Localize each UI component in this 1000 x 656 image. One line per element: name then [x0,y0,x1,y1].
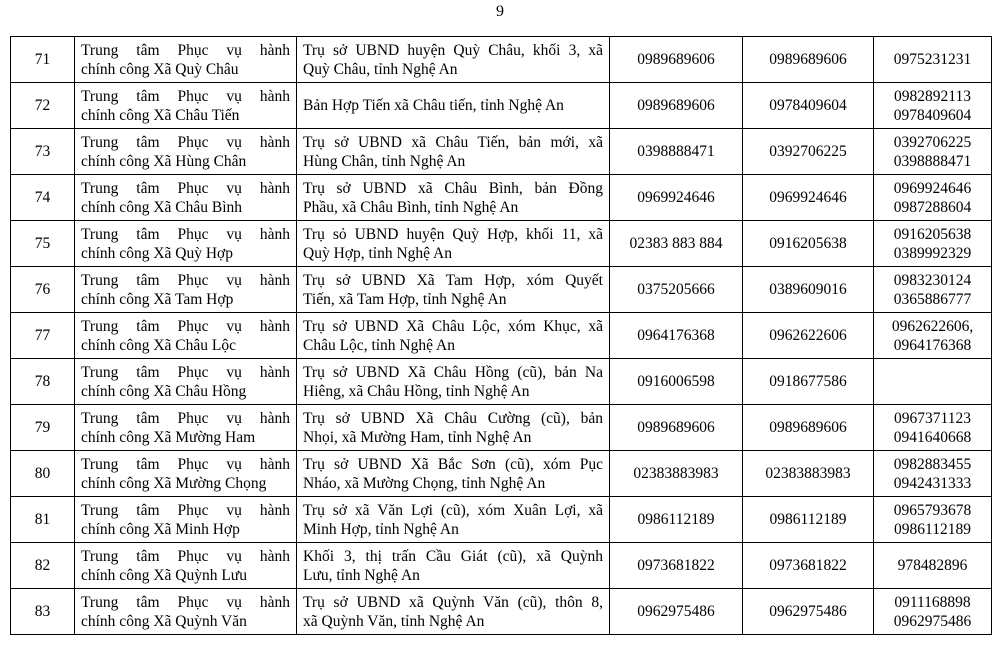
cell-phone-2 [743,451,874,497]
cell-address [297,497,610,543]
cell-phone-3-line: 0962975486 [893,612,972,630]
cell-phone-2 [743,83,874,129]
cell-center-name-line: Trung tâm Phục vụ hành [81,547,290,565]
cell-address-line: Trụ sở UBND xã Châu Bình, bản Đồng [303,179,603,197]
cell-phone-2-line: 02383883983 [765,465,851,482]
cell-address-line: Minh Hợp, tỉnh Nghệ An [303,520,459,538]
table-body [11,37,992,635]
cell-address [297,543,610,589]
cell-phone-3 [874,83,992,129]
cell-address-line: Phầu, xã Châu Bình, tỉnh Nghệ An [303,198,519,216]
cell-number: 77 [11,313,75,359]
cell-address-line: Tiến, xã Tam Hợp, tỉnh Nghệ An [303,290,507,308]
cell-address-line: Quỳ Hợp, tỉnh Nghệ An [303,244,452,262]
cell-center-name-line: chính công Xã Minh Hợp [81,520,240,538]
cell-number: 74 [11,175,75,221]
cell-phone-2-line: 0392706225 [769,143,847,160]
cell-center-name-line: chính công Xã Quỳnh Lưu [81,566,247,584]
cell-center-name-line: Trung tâm Phục vụ hành [81,363,290,381]
cell-phone-1 [610,497,743,543]
cell-address-line: Trụ sở UBND xã Quỳnh Văn (cũ), thôn 8, [303,593,603,611]
cell-phone-2-line: 0969924646 [769,189,847,206]
cell-center-name [75,129,297,175]
cell-phone-2 [743,175,874,221]
cell-phone-3-line: 978482896 [897,557,968,574]
cell-center-name-line: Trung tâm Phục vụ hành [81,179,290,197]
cell-address [297,129,610,175]
cell-address-line: Hiêng, xã Châu Hồng, tỉnh Nghệ An [303,382,530,400]
table-row [11,405,992,451]
cell-phone-2-line: 0962975486 [769,603,847,620]
cell-phone-1-line: 0398888471 [637,143,715,160]
cell-address [297,37,610,83]
cell-address-line: Quỳ Châu, tỉnh Nghệ An [303,60,458,78]
cell-address-line: Trụ sở UBND Xã Tam Hợp, xóm Quyết [303,271,603,289]
cell-phone-2 [743,405,874,451]
cell-center-name-line: Trung tâm Phục vụ hành [81,41,290,59]
cell-phone-3-line: 0389992329 [893,244,972,262]
cell-phone-1-line: 0989689606 [637,97,715,114]
cell-phone-3 [874,175,992,221]
cell-phone-2-line: 0389609016 [769,281,847,298]
cell-number: 82 [11,543,75,589]
cell-center-name [75,543,297,589]
cell-phone-1 [610,221,743,267]
cell-phone-2 [743,221,874,267]
cell-phone-2-line: 0973681822 [769,557,847,574]
cell-center-name-line: chính công Xã Quỳnh Văn [81,612,247,630]
cell-phone-2-line: 0989689606 [769,419,847,436]
cell-phone-2 [743,37,874,83]
cell-address [297,359,610,405]
cell-phone-3 [874,451,992,497]
cell-center-name [75,405,297,451]
cell-phone-3-line: 0978409604 [893,106,972,124]
table-row [11,129,992,175]
cell-address [297,451,610,497]
cell-phone-1 [610,543,743,589]
table-row [11,267,992,313]
page-number: 9 [496,3,504,20]
cell-phone-3-line: 0967371123 [894,409,971,427]
table-row [11,313,992,359]
cell-address-line: Nhọi, xã Mường Ham, tỉnh Nghệ An [303,428,532,446]
cell-phone-1 [610,359,743,405]
cell-address-line: Bản Hợp Tiến xã Châu tiến, tỉnh Nghệ An [303,97,564,114]
cell-address [297,313,610,359]
table-row [11,451,992,497]
cell-phone-1 [610,405,743,451]
table-row [11,83,992,129]
cell-phone-3 [874,129,992,175]
cell-phone-2-line: 0918677586 [769,373,847,390]
cell-phone-2 [743,543,874,589]
cell-phone-2-line: 0916205638 [769,235,847,252]
cell-phone-1 [610,313,743,359]
cell-phone-2 [743,313,874,359]
cell-phone-3-line: 0942431333 [893,474,972,492]
cell-phone-1 [610,175,743,221]
table-row [11,221,992,267]
cell-number: 72 [11,83,75,129]
cell-address-line: Trụ sở UBND Xã Châu Lộc, xóm Khục, xã [303,317,603,335]
cell-center-name [75,313,297,359]
cell-phone-3-line: 0911168898 [894,593,971,611]
cell-number: 71 [11,37,75,83]
cell-number: 83 [11,589,75,635]
cell-center-name-line: Trung tâm Phục vụ hành [81,593,290,611]
cell-phone-3 [874,497,992,543]
cell-phone-3-line: 0965793678 [893,501,972,519]
cell-center-name-line: Trung tâm Phục vụ hành [81,87,290,105]
cell-center-name [75,175,297,221]
cell-phone-3-line: 0975231231 [893,51,972,68]
cell-phone-1-line: 02383 883 884 [629,235,723,252]
cell-address-line: Trụ sỏ UBND huyện Quỳ Hợp, khối 11, xã [303,225,603,243]
table-row [11,543,992,589]
cell-center-name-line: Trung tâm Phục vụ hành [81,501,290,519]
cell-phone-1-line: 0989689606 [637,419,715,436]
cell-center-name-line: chính công Xã Mường Chọng [81,474,267,492]
cell-address-line: Trụ sở UBND Xã Châu Hồng (cũ), bản Na [303,363,603,381]
cell-center-name-line: Trung tâm Phục vụ hành [81,133,290,151]
cell-phone-2 [743,497,874,543]
cell-phone-2-line: 0986112189 [769,511,847,528]
cell-phone-2 [743,129,874,175]
cell-number: 73 [11,129,75,175]
cell-phone-1-line: 0375205666 [637,281,715,298]
cell-number: 75 [11,221,75,267]
cell-address-line: xã Quỳnh Văn, tỉnh Nghệ An [303,612,485,630]
cell-address [297,175,610,221]
cell-phone-3 [874,543,992,589]
cell-center-name [75,267,297,313]
cell-center-name-line: chính công Xã Quỳ Hợp [81,244,233,262]
cell-phone-2 [743,359,874,405]
cell-address-line: Trụ sở UBND Xã Bắc Sơn (cũ), xóm Pục [303,455,603,473]
cell-phone-3-line: 0986112189 [894,520,971,538]
cell-center-name [75,589,297,635]
cell-phone-3-line: 0983230124 [893,271,972,289]
cell-center-name-line: chính công Xã Hùng Chân [81,152,247,170]
cell-phone-1-line: 0969924646 [637,189,715,206]
cell-center-name-line: chính công Xã Mường Ham [81,428,256,446]
cell-phone-3-line: 0969924646 [893,179,972,197]
cell-phone-1 [610,451,743,497]
cell-phone-1-line: 0962975486 [637,603,715,620]
cell-phone-3 [874,313,992,359]
cell-address [297,221,610,267]
table-row [11,589,992,635]
cell-phone-3 [874,37,992,83]
cell-center-name-line: chính công Xã Tam Hợp [81,290,234,308]
cell-number: 79 [11,405,75,451]
cell-phone-3-line: 0964176368 [893,336,972,354]
cell-phone-2 [743,267,874,313]
cell-center-name-line: Trung tâm Phục vụ hành [81,317,290,335]
cell-phone-1-line: 0989689606 [637,51,715,68]
cell-address-line: Trụ sở UBND huyện Quỳ Châu, khối 3, xã [303,41,603,59]
cell-phone-1-line: 0973681822 [637,557,715,574]
cell-center-name-line: Trung tâm Phục vụ hành [81,225,290,243]
cell-center-name-line: Trung tâm Phục vụ hành [81,271,290,289]
cell-phone-3 [874,405,992,451]
cell-phone-3-line: 0987288604 [893,198,972,216]
cell-phone-1 [610,589,743,635]
cell-phone-3-line: 0982883455 [893,455,972,473]
cell-phone-3-line: 0398888471 [893,152,972,170]
cell-phone-3-line: 0365886777 [893,290,972,308]
cell-center-name-line: chính công Xã Châu Tiến [81,106,240,124]
service-center-table [10,36,992,635]
table-row [11,497,992,543]
cell-center-name-line: Trung tâm Phục vụ hành [81,455,290,473]
cell-center-name-line: Trung tâm Phục vụ hành [81,409,290,427]
cell-phone-3 [874,589,992,635]
cell-address [297,405,610,451]
table-row [11,175,992,221]
cell-number: 81 [11,497,75,543]
cell-center-name [75,221,297,267]
cell-phone-1 [610,37,743,83]
table-row [11,37,992,83]
cell-phone-3-line: 0392706225 [893,133,972,151]
cell-center-name [75,359,297,405]
cell-phone-3 [874,267,992,313]
cell-address-line: Trụ sở UBND xã Châu Tiến, bản mới, xã [303,133,603,151]
cell-center-name [75,451,297,497]
table-row [11,359,992,405]
cell-center-name-line: chính công Xã Châu Lộc [81,336,236,354]
cell-phone-3-line: 0916205638 [893,225,972,243]
cell-address [297,83,610,129]
cell-center-name-line: chính công Xã Châu Bình [81,198,243,216]
cell-address-line: Trụ sở UBND Xã Châu Cường (cũ), bản [303,409,603,427]
cell-phone-3-line: 0962622606, [891,317,974,335]
cell-address-line: Hùng Chân, tỉnh Nghệ An [303,152,466,170]
cell-number: 80 [11,451,75,497]
cell-address [297,589,610,635]
cell-phone-1-line: 0916006598 [637,373,715,390]
cell-address-line: Châu Lộc, tỉnh Nghệ An [303,336,455,354]
cell-phone-1-line: 0986112189 [637,511,715,528]
cell-phone-1 [610,83,743,129]
cell-center-name [75,83,297,129]
cell-phone-2-line: 0978409604 [769,97,847,114]
cell-phone-1-line: 0964176368 [637,327,715,344]
cell-phone-1-line: 02383883983 [633,465,719,482]
cell-address-line: Trụ sở xã Văn Lợi (cũ), xóm Xuân Lợi, xã [303,501,603,519]
cell-phone-2-line: 0962622606 [769,327,847,344]
cell-phone-1 [610,129,743,175]
cell-center-name [75,497,297,543]
cell-phone-3-line: 0941640668 [893,428,972,446]
cell-center-name [75,37,297,83]
cell-phone-3 [874,221,992,267]
cell-address [297,267,610,313]
cell-phone-2 [743,589,874,635]
cell-center-name-line: chính công Xã Quỳ Châu [81,60,239,78]
cell-phone-3-line: 0982892113 [894,87,971,105]
cell-number: 78 [11,359,75,405]
cell-address-line: Nháo, xã Mường Chọng, tỉnh Nghệ An [303,474,546,492]
cell-phone-1 [610,267,743,313]
cell-center-name-line: chính công Xã Châu Hồng [81,382,247,400]
cell-phone-2-line: 0989689606 [769,51,847,68]
cell-address-line: Lưu, tỉnh Nghệ An [303,566,420,584]
cell-address-line: Khối 3, thị trấn Cầu Giát (cũ), xã Quỳnh [303,547,603,565]
cell-phone-3 [874,359,992,405]
cell-number: 76 [11,267,75,313]
